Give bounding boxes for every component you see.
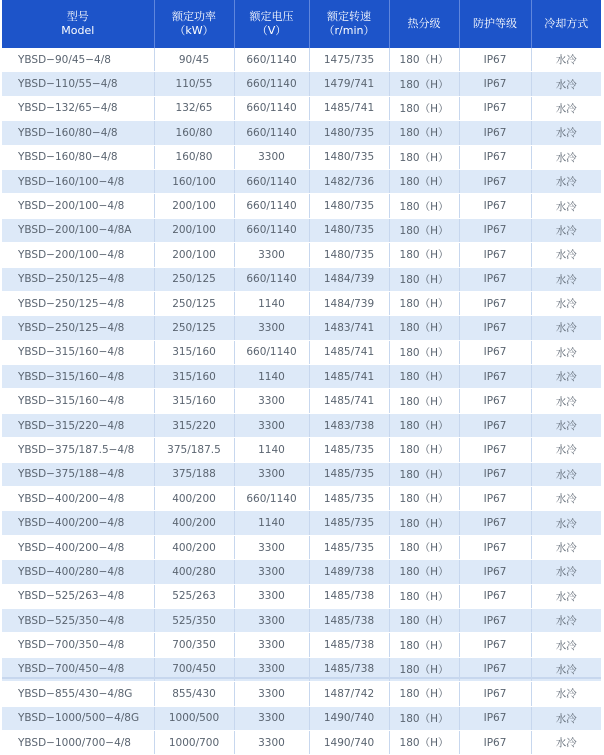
- protection-cell: IP67: [459, 584, 531, 608]
- voltage-cell: 3300: [234, 730, 309, 754]
- model-cell: YBSD−400/200−4/8: [2, 511, 154, 535]
- insulation-cell: 180（H）: [389, 267, 459, 291]
- power-cell: 525/263: [154, 584, 234, 608]
- cooling-cell: 水冷: [531, 48, 601, 72]
- header-rated-power-unit: （kW）: [174, 24, 214, 37]
- speed-cell: 1485/738: [309, 633, 389, 657]
- protection-cell: IP67: [459, 730, 531, 754]
- cooling-cell: 水冷: [531, 121, 601, 145]
- cooling-cell: 水冷: [531, 608, 601, 632]
- insulation-cell: 180（H）: [389, 535, 459, 559]
- insulation-cell: 180（H）: [389, 389, 459, 413]
- voltage-cell: 3300: [234, 584, 309, 608]
- cooling-cell: 水冷: [531, 291, 601, 315]
- insulation-cell: 180（H）: [389, 194, 459, 218]
- table-row: [2, 291, 601, 315]
- insulation-cell: 180（H）: [389, 48, 459, 72]
- model-cell: YBSD−315/220−4/8: [2, 413, 154, 437]
- model-cell: YBSD−375/187.5−4/8: [2, 438, 154, 462]
- speed-cell: 1482/736: [309, 169, 389, 193]
- insulation-cell: 180（H）: [389, 657, 459, 681]
- speed-cell: 1483/738: [309, 413, 389, 437]
- model-cell: YBSD−315/160−4/8: [2, 389, 154, 413]
- speed-cell: 1485/735: [309, 487, 389, 511]
- table-row: [2, 316, 601, 340]
- speed-cell: 1480/735: [309, 218, 389, 242]
- model-cell: YBSD−855/430−4/8G: [2, 682, 154, 706]
- voltage-cell: 660/1140: [234, 267, 309, 291]
- speed-cell: 1485/741: [309, 340, 389, 364]
- cooling-cell: 水冷: [531, 218, 601, 242]
- protection-cell: IP67: [459, 487, 531, 511]
- insulation-cell: 180（H）: [389, 365, 459, 389]
- table-row: [2, 48, 601, 72]
- protection-cell: IP67: [459, 243, 531, 267]
- power-cell: 315/220: [154, 413, 234, 437]
- voltage-cell: 660/1140: [234, 169, 309, 193]
- model-cell: YBSD−315/160−4/8: [2, 365, 154, 389]
- protection-cell: IP67: [459, 413, 531, 437]
- cooling-cell: 水冷: [531, 730, 601, 754]
- cooling-cell: 水冷: [531, 706, 601, 730]
- protection-cell: IP67: [459, 389, 531, 413]
- power-cell: 132/65: [154, 96, 234, 120]
- voltage-cell: 660/1140: [234, 48, 309, 72]
- insulation-cell: 180（H）: [389, 218, 459, 242]
- protection-cell: IP67: [459, 511, 531, 535]
- table-row: [2, 560, 601, 584]
- model-cell: YBSD−400/200−4/8: [2, 535, 154, 559]
- cooling-cell: 水冷: [531, 169, 601, 193]
- model-cell: YBSD−90/45−4/8: [2, 48, 154, 72]
- header-rated-voltage-label: 额定电压: [249, 10, 294, 23]
- voltage-cell: 3300: [234, 608, 309, 632]
- table-row: [2, 169, 601, 193]
- model-cell: YBSD−250/125−4/8: [2, 267, 154, 291]
- insulation-cell: 180（H）: [389, 121, 459, 145]
- speed-cell: 1485/738: [309, 657, 389, 681]
- table-row: [2, 340, 601, 364]
- model-cell: YBSD−400/280−4/8: [2, 560, 154, 584]
- power-cell: 400/280: [154, 560, 234, 584]
- model-cell: YBSD−250/125−4/8: [2, 291, 154, 315]
- model-cell: YBSD−160/80−4/8: [2, 145, 154, 169]
- insulation-cell: 180（H）: [389, 72, 459, 96]
- cooling-cell: 水冷: [531, 340, 601, 364]
- protection-cell: IP67: [459, 267, 531, 291]
- model-cell: YBSD−1000/500−4/8G: [2, 706, 154, 730]
- header-model: [2, 0, 154, 48]
- protection-cell: IP67: [459, 633, 531, 657]
- table-row: [2, 730, 601, 754]
- insulation-cell: 180（H）: [389, 316, 459, 340]
- insulation-cell: 180（H）: [389, 487, 459, 511]
- model-cell: YBSD−200/100−4/8A: [2, 218, 154, 242]
- header-rated-voltage: [234, 0, 309, 48]
- speed-cell: 1485/741: [309, 96, 389, 120]
- cooling-cell: 水冷: [531, 511, 601, 535]
- protection-cell: IP67: [459, 438, 531, 462]
- protection-cell: IP67: [459, 72, 531, 96]
- voltage-cell: 3300: [234, 243, 309, 267]
- power-cell: 160/80: [154, 145, 234, 169]
- model-cell: YBSD−315/160−4/8: [2, 340, 154, 364]
- speed-cell: 1485/735: [309, 535, 389, 559]
- model-cell: YBSD−375/188−4/8: [2, 462, 154, 486]
- cooling-cell: 水冷: [531, 389, 601, 413]
- power-cell: 160/100: [154, 169, 234, 193]
- power-cell: 525/350: [154, 608, 234, 632]
- voltage-cell: 3300: [234, 389, 309, 413]
- model-cell: YBSD−200/100−4/8: [2, 243, 154, 267]
- voltage-cell: 3300: [234, 633, 309, 657]
- cooling-cell: 水冷: [531, 194, 601, 218]
- speed-cell: 1485/741: [309, 365, 389, 389]
- cooling-cell: 水冷: [531, 682, 601, 706]
- protection-cell: IP67: [459, 657, 531, 681]
- speed-cell: 1480/735: [309, 194, 389, 218]
- insulation-cell: 180（H）: [389, 633, 459, 657]
- insulation-cell: 180（H）: [389, 730, 459, 754]
- protection-cell: IP67: [459, 48, 531, 72]
- power-cell: 375/187.5: [154, 438, 234, 462]
- table-row: [2, 511, 601, 535]
- cooling-cell: 水冷: [531, 145, 601, 169]
- header-row: [2, 0, 601, 48]
- speed-cell: 1480/735: [309, 121, 389, 145]
- speed-cell: 1475/735: [309, 48, 389, 72]
- power-cell: 250/125: [154, 291, 234, 315]
- protection-cell: IP67: [459, 608, 531, 632]
- speed-cell: 1483/741: [309, 316, 389, 340]
- protection-cell: IP67: [459, 121, 531, 145]
- cooling-cell: 水冷: [531, 413, 601, 437]
- table-row: [2, 72, 601, 96]
- protection-cell: IP67: [459, 560, 531, 584]
- insulation-cell: 180（H）: [389, 682, 459, 706]
- power-cell: 160/80: [154, 121, 234, 145]
- header-insulation-class-label: 热分级: [407, 17, 441, 30]
- header-rated-speed: [309, 0, 389, 48]
- table-row: [2, 194, 601, 218]
- header-rated-speed-unit: （r/min）: [323, 24, 375, 37]
- header-rated-power: [154, 0, 234, 48]
- power-cell: 400/200: [154, 487, 234, 511]
- power-cell: 90/45: [154, 48, 234, 72]
- power-cell: 1000/500: [154, 706, 234, 730]
- power-cell: 315/160: [154, 340, 234, 364]
- protection-cell: IP67: [459, 535, 531, 559]
- voltage-cell: 3300: [234, 316, 309, 340]
- header-cooling-method-label: 冷却方式: [544, 17, 589, 30]
- voltage-cell: 1140: [234, 511, 309, 535]
- voltage-cell: 660/1140: [234, 340, 309, 364]
- header-protection-grade: [459, 0, 531, 48]
- cooling-cell: 水冷: [531, 535, 601, 559]
- header-model-label: 型号: [66, 10, 89, 23]
- voltage-cell: 1140: [234, 438, 309, 462]
- insulation-cell: 180（H）: [389, 608, 459, 632]
- power-cell: 200/100: [154, 194, 234, 218]
- insulation-cell: 180（H）: [389, 291, 459, 315]
- cooling-cell: 水冷: [531, 462, 601, 486]
- header-rated-speed-label: 额定转速: [327, 10, 371, 23]
- voltage-cell: 3300: [234, 145, 309, 169]
- speed-cell: 1485/738: [309, 584, 389, 608]
- voltage-cell: 1140: [234, 291, 309, 315]
- speed-cell: 1490/740: [309, 730, 389, 754]
- table-row: [2, 218, 601, 242]
- voltage-cell: 1140: [234, 365, 309, 389]
- insulation-cell: 180（H）: [389, 243, 459, 267]
- table-row: [2, 145, 601, 169]
- power-cell: 315/160: [154, 365, 234, 389]
- protection-cell: IP67: [459, 169, 531, 193]
- speed-cell: 1489/738: [309, 560, 389, 584]
- speed-cell: 1485/735: [309, 438, 389, 462]
- header-rated-power-label: 额定功率: [172, 10, 216, 23]
- voltage-cell: 660/1140: [234, 96, 309, 120]
- cooling-cell: 水冷: [531, 365, 601, 389]
- cooling-cell: 水冷: [531, 633, 601, 657]
- cooling-cell: 水冷: [531, 72, 601, 96]
- cooling-cell: 水冷: [531, 267, 601, 291]
- voltage-cell: 3300: [234, 682, 309, 706]
- table-row: [2, 243, 601, 267]
- insulation-cell: 180（H）: [389, 462, 459, 486]
- model-cell: YBSD−160/80−4/8: [2, 121, 154, 145]
- speed-cell: 1485/741: [309, 389, 389, 413]
- power-cell: 700/350: [154, 633, 234, 657]
- voltage-cell: 660/1140: [234, 72, 309, 96]
- power-cell: 700/450: [154, 657, 234, 681]
- power-cell: 1000/700: [154, 730, 234, 754]
- model-cell: YBSD−525/263−4/8: [2, 584, 154, 608]
- power-cell: 200/100: [154, 218, 234, 242]
- voltage-cell: 3300: [234, 462, 309, 486]
- insulation-cell: 180（H）: [389, 169, 459, 193]
- table-row: [2, 608, 601, 632]
- model-cell: YBSD−160/100−4/8: [2, 169, 154, 193]
- header-rated-voltage-unit: （V）: [256, 24, 287, 37]
- power-cell: 315/160: [154, 389, 234, 413]
- voltage-cell: 3300: [234, 535, 309, 559]
- voltage-cell: 3300: [234, 560, 309, 584]
- model-cell: YBSD−700/450−4/8: [2, 657, 154, 681]
- protection-cell: IP67: [459, 218, 531, 242]
- protection-cell: IP67: [459, 340, 531, 364]
- power-cell: 200/100: [154, 243, 234, 267]
- insulation-cell: 180（H）: [389, 145, 459, 169]
- power-cell: 250/125: [154, 267, 234, 291]
- power-cell: 375/188: [154, 462, 234, 486]
- speed-cell: 1484/739: [309, 291, 389, 315]
- table-row: [2, 682, 601, 706]
- model-cell: YBSD−250/125−4/8: [2, 316, 154, 340]
- power-cell: 400/200: [154, 511, 234, 535]
- voltage-cell: 3300: [234, 706, 309, 730]
- protection-cell: IP67: [459, 194, 531, 218]
- table-row: [2, 121, 601, 145]
- table-row: [2, 96, 601, 120]
- speed-cell: 1480/735: [309, 145, 389, 169]
- table-row: [2, 633, 601, 657]
- table-body: [2, 48, 601, 755]
- table-row: [2, 462, 601, 486]
- protection-cell: IP67: [459, 96, 531, 120]
- table-row: [2, 706, 601, 730]
- protection-cell: IP67: [459, 706, 531, 730]
- model-cell: YBSD−200/100−4/8: [2, 194, 154, 218]
- cooling-cell: 水冷: [531, 96, 601, 120]
- speed-cell: 1485/735: [309, 511, 389, 535]
- table-row: [2, 413, 601, 437]
- header-model-unit: Model: [61, 24, 95, 37]
- insulation-cell: 180（H）: [389, 340, 459, 364]
- protection-cell: IP67: [459, 145, 531, 169]
- table-header: [2, 0, 601, 48]
- protection-cell: IP67: [459, 365, 531, 389]
- voltage-cell: 660/1140: [234, 218, 309, 242]
- table-row: [2, 389, 601, 413]
- cooling-cell: 水冷: [531, 243, 601, 267]
- cooling-cell: 水冷: [531, 560, 601, 584]
- power-cell: 250/125: [154, 316, 234, 340]
- insulation-cell: 180（H）: [389, 438, 459, 462]
- insulation-cell: 180（H）: [389, 584, 459, 608]
- speed-cell: 1485/735: [309, 462, 389, 486]
- speed-cell: 1480/735: [309, 243, 389, 267]
- insulation-cell: 180（H）: [389, 706, 459, 730]
- insulation-cell: 180（H）: [389, 96, 459, 120]
- table-row: [2, 584, 601, 608]
- model-cell: YBSD−525/350−4/8: [2, 608, 154, 632]
- insulation-cell: 180（H）: [389, 560, 459, 584]
- speed-cell: 1490/740: [309, 706, 389, 730]
- table-row: [2, 438, 601, 462]
- cooling-cell: 水冷: [531, 316, 601, 340]
- protection-cell: IP67: [459, 291, 531, 315]
- model-cell: YBSD−110/55−4/8: [2, 72, 154, 96]
- cooling-cell: 水冷: [531, 584, 601, 608]
- cooling-cell: 水冷: [531, 657, 601, 681]
- protection-cell: IP67: [459, 462, 531, 486]
- cooling-cell: 水冷: [531, 438, 601, 462]
- protection-cell: IP67: [459, 316, 531, 340]
- voltage-cell: 3300: [234, 413, 309, 437]
- table-row: [2, 267, 601, 291]
- model-cell: YBSD−700/350−4/8: [2, 633, 154, 657]
- power-cell: 855/430: [154, 682, 234, 706]
- voltage-cell: 660/1140: [234, 194, 309, 218]
- model-cell: YBSD−400/200−4/8: [2, 487, 154, 511]
- speed-cell: 1484/739: [309, 267, 389, 291]
- voltage-cell: 660/1140: [234, 487, 309, 511]
- motor-spec-table: [2, 0, 601, 755]
- power-cell: 110/55: [154, 72, 234, 96]
- insulation-cell: 180（H）: [389, 511, 459, 535]
- table-row: [2, 487, 601, 511]
- power-cell: 400/200: [154, 535, 234, 559]
- speed-cell: 1485/738: [309, 608, 389, 632]
- cooling-cell: 水冷: [531, 487, 601, 511]
- header-protection-grade-label: 防护等级: [473, 17, 517, 30]
- model-cell: YBSD−132/65−4/8: [2, 96, 154, 120]
- speed-cell: 1479/741: [309, 72, 389, 96]
- voltage-cell: 3300: [234, 657, 309, 681]
- insulation-cell: 180（H）: [389, 413, 459, 437]
- model-cell: YBSD−1000/700−4/8: [2, 730, 154, 754]
- header-cooling-method: [531, 0, 601, 48]
- protection-cell: IP67: [459, 682, 531, 706]
- speed-cell: 1487/742: [309, 682, 389, 706]
- voltage-cell: 660/1140: [234, 121, 309, 145]
- header-insulation-class: [389, 0, 459, 48]
- table-row: [2, 365, 601, 389]
- table-row: [2, 535, 601, 559]
